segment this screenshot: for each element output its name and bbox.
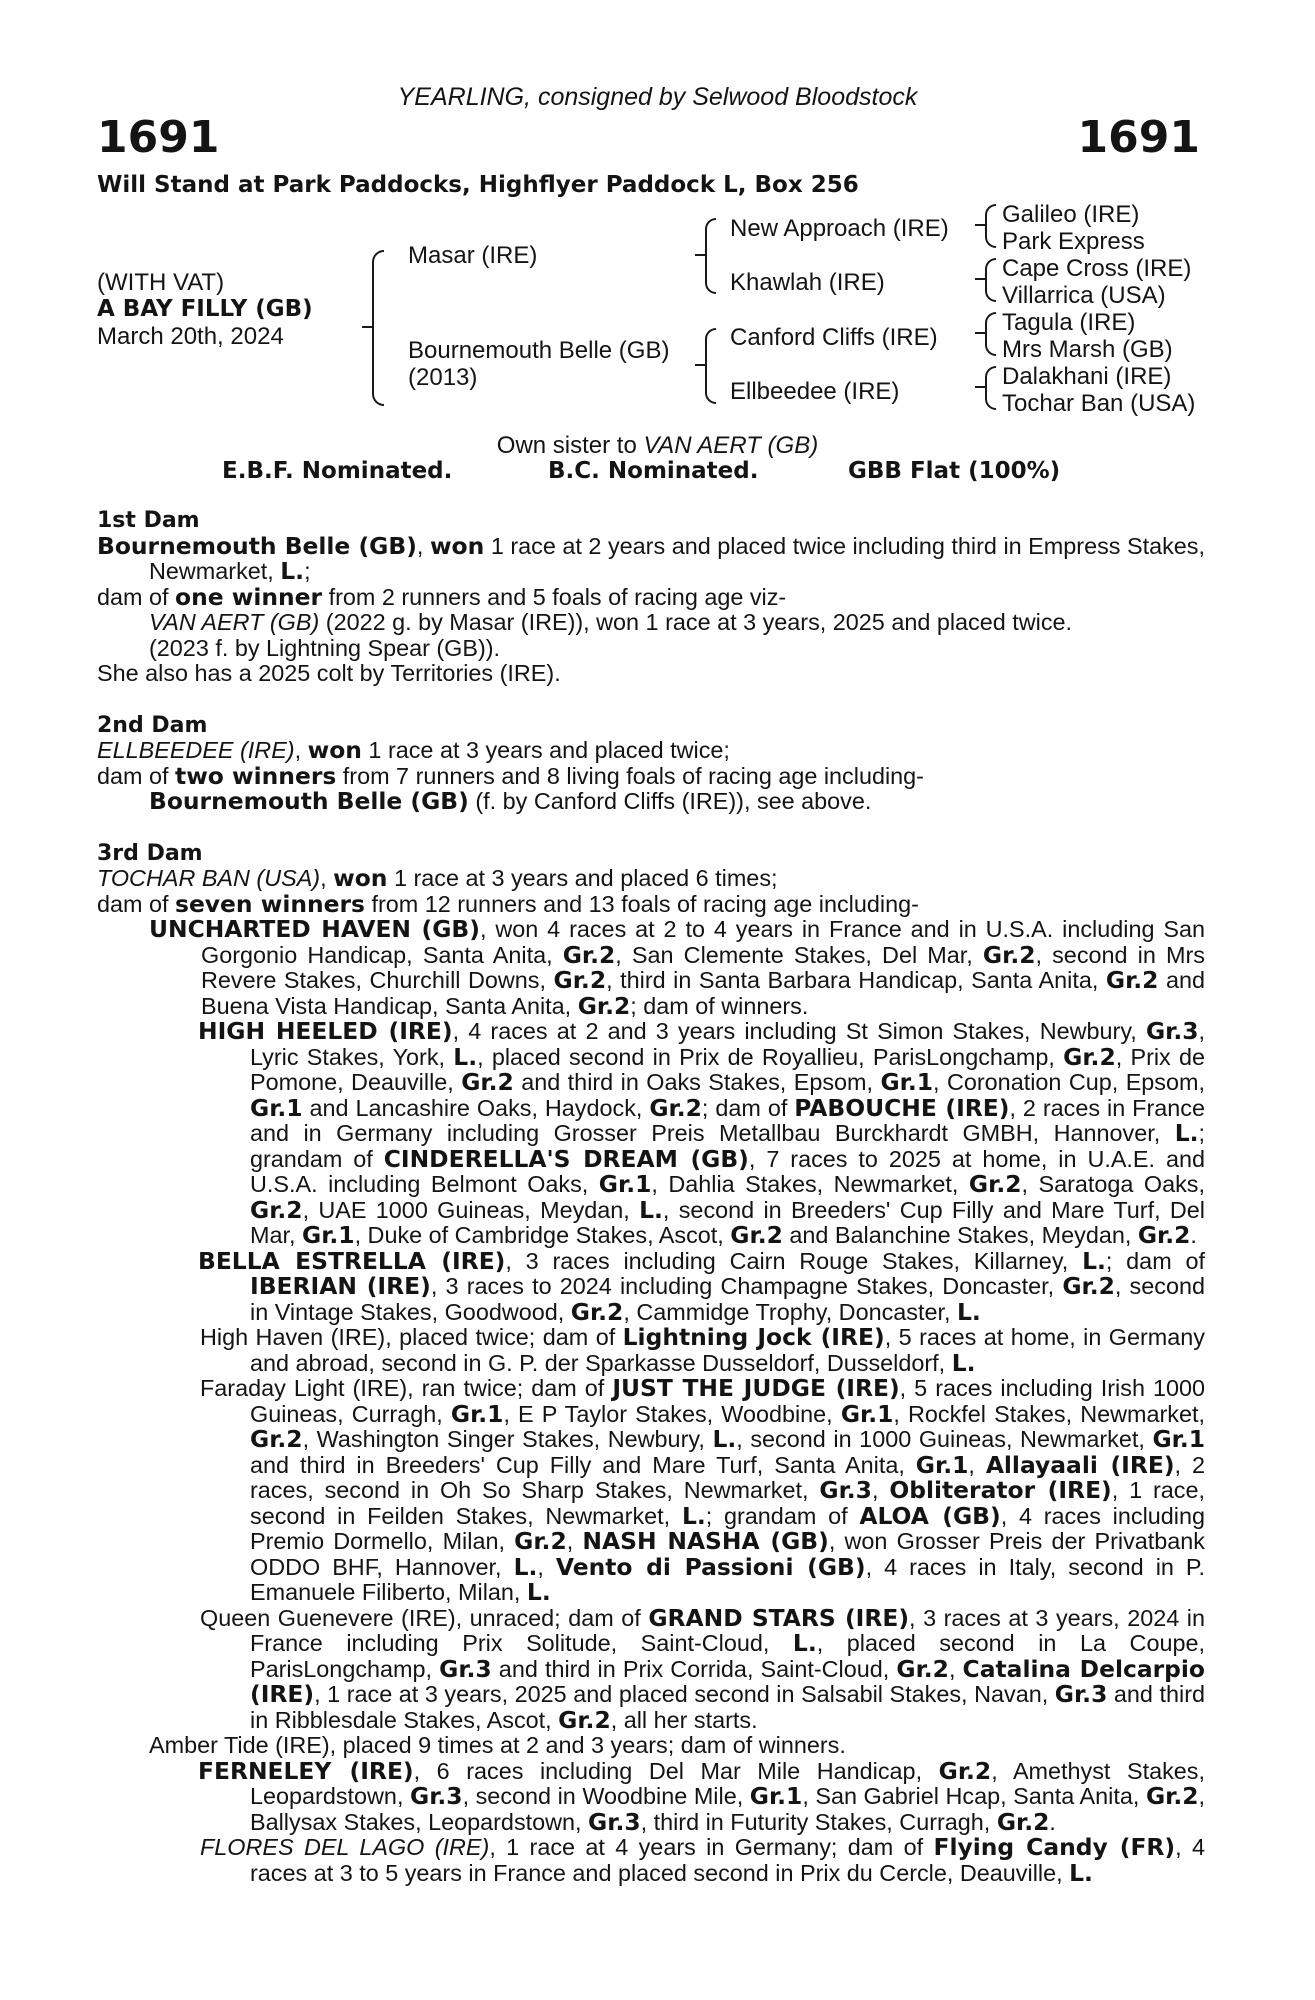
dam-year: (2013) <box>408 364 478 391</box>
bold-text: Gr.2 <box>250 1195 303 1224</box>
bold-text: Gr.2 <box>1145 1782 1199 1810</box>
third-dam-summary <box>97 866 1205 892</box>
text-run: dam of <box>97 762 176 789</box>
text-run: She also has a 2025 colt by Territories (IRE). <box>97 660 561 686</box>
text-run: and third in Oaks Stakes, Epsom, <box>513 1069 881 1095</box>
bold-text: Gr.2 <box>982 940 1036 969</box>
bold-text: Gr.2 <box>649 1093 702 1122</box>
bold-text: seven winners <box>175 889 365 918</box>
lot-number-left: 1691 <box>97 112 220 163</box>
pedigree-brace-tip <box>695 254 705 256</box>
text-run: , 4 races at 3 to 5 years in France and placed second in Prix du Cercle, Deauville, <box>250 1834 1205 1886</box>
sire-dam: Khawlah (IRE) <box>730 269 885 296</box>
bold-text: Gr.1 <box>1152 1425 1205 1453</box>
first-dam-summary <box>97 531 1206 585</box>
text-run: , third in Santa Barbara Handicap, Santa Anita, <box>606 967 1106 993</box>
pedigree-brace <box>985 312 996 356</box>
text-run: from 2 runners and 5 foals of racing age viz- <box>322 583 787 610</box>
text-run: , Duke of Cambridge Stakes, Ascot, <box>354 1222 731 1248</box>
bold-text: HIGH HEELED (IRE) <box>198 1017 453 1045</box>
text-run: , won Grosser Preis der Privatbank ODDO BHF, Hannover, <box>250 1528 1206 1580</box>
third-dam-foal <box>97 1733 1205 1759</box>
text-run: High Haven (IRE), placed twice; dam of <box>200 1324 623 1350</box>
bold-text: Gr.3 <box>410 1782 463 1810</box>
bold-text: Gr.1 <box>880 1068 934 1096</box>
bold-text: GRAND STARS (IRE) <box>648 1603 910 1632</box>
bold-text: L. <box>453 1042 478 1071</box>
text-run: , Cammidge Trophy, Doncaster, <box>623 1298 957 1325</box>
text-run: , <box>294 737 308 763</box>
text-run: , <box>566 1528 583 1554</box>
bold-text: Gr.2 <box>1137 1221 1191 1249</box>
text-run: , second in Mrs Revere Stakes, Churchill Downs, <box>201 941 1205 993</box>
bold-text: one winner <box>175 582 323 611</box>
third-dam-grandfoal <box>97 1019 1205 1249</box>
text-run: , Ballysax Stakes, Leopardstown, <box>250 1783 1205 1835</box>
bc-nomination: B.C. Nominated. <box>548 458 759 484</box>
bold-text: JUST THE JUDGE (IRE) <box>612 1374 900 1402</box>
bold-text: CINDERELLA'S DREAM (GB) <box>383 1144 749 1173</box>
text-run: , 3 races to 2024 including Champagne Stakes, Doncaster, <box>430 1273 1063 1299</box>
bold-text: L. <box>951 1348 976 1377</box>
bold-text: won <box>333 864 388 892</box>
text-run: ; dam of <box>1105 1247 1205 1274</box>
bold-text: Gr.3 <box>439 1654 492 1683</box>
bold-text: Gr.2 <box>558 1705 611 1734</box>
bold-text: Gr.1 <box>749 1782 803 1810</box>
bold-text: Flying Candy (FR) <box>933 1833 1176 1861</box>
bold-text: Bournemouth Belle (GB) <box>149 787 469 815</box>
bold-text: Gr.3 <box>819 1476 872 1504</box>
third-dam-heading: 3rd Dam <box>97 840 203 866</box>
ggd-3: Mrs Marsh (GB) <box>1002 336 1173 363</box>
bold-text: Vento di Passioni (GB) <box>555 1552 866 1581</box>
bold-text: Gr.1 <box>598 1170 652 1198</box>
text-run: , <box>871 1477 890 1503</box>
bold-text: Gr.1 <box>840 1399 894 1428</box>
second-dam-foal <box>97 789 1205 815</box>
bold-text: L. <box>1082 1246 1106 1275</box>
text-run: , E P Taylor Stakes, Woodbine, <box>503 1400 841 1427</box>
bold-text: UNCHARTED HAVEN (GB) <box>149 915 480 943</box>
produce-record <box>97 508 1205 1886</box>
text-run: dam of <box>97 583 176 610</box>
stand-location: Will Stand at Park Paddocks, Highflyer Paddock L, Box 256 <box>97 172 859 198</box>
ebf-nomination: E.B.F. Nominated. <box>222 458 453 484</box>
text-run: (2022 g. by Masar (IRE)), won 1 race at 3 years, 2025 and placed twice. <box>319 609 1073 635</box>
sire-sire: New Approach (IRE) <box>730 215 949 242</box>
bold-text: Gr.1 <box>302 1221 355 1249</box>
bold-text: Gr.2 <box>553 966 607 994</box>
text-run: ; grandam of <box>250 1120 1205 1172</box>
text-run: , third in Futurity Stakes, Curragh, <box>640 1808 997 1835</box>
text-run: , Amethyst Stakes, Leopardstown, <box>250 1757 1205 1809</box>
text-run: , UAE 1000 Guineas, Meydan, <box>302 1196 640 1223</box>
ggs-1: Galileo (IRE) <box>1002 201 1140 228</box>
third-dam-grandfoal <box>97 1835 1205 1886</box>
text-run: from 12 runners and 13 foals of racing age including- <box>364 890 919 917</box>
bold-text: Catalina Delcarpio (IRE) <box>250 1654 1205 1708</box>
text-run: , 5 races including Irish 1000 Guineas, Curragh, <box>250 1375 1205 1427</box>
bold-text: Gr.2 <box>461 1068 514 1096</box>
bold-text: Gr.3 <box>1145 1017 1199 1045</box>
ggs-3: Tagula (IRE) <box>1002 309 1136 336</box>
third-dam-foal <box>97 917 1205 1019</box>
bold-text: Gr.3 <box>1054 1680 1108 1708</box>
text-run: . <box>1049 1808 1056 1835</box>
text-run: and Buena Vista Handicap, Santa Anita, <box>201 967 1205 1019</box>
text-run: 1 race at 3 years and placed 6 times; <box>387 865 778 891</box>
text-run: , San Gabriel Hcap, Santa Anita, <box>802 1783 1146 1809</box>
bold-text: L. <box>957 1297 981 1326</box>
text-run: , 5 races at home, in Germany and abroad, second in G. P. der Sparkasse Dusseldorf, Dusseldorf, <box>250 1324 1205 1376</box>
text-run: , 4 races at 2 and 3 years including St Simon Stakes, Newbury, <box>452 1018 1146 1044</box>
bold-text: NASH NASHA (GB) <box>582 1527 829 1555</box>
text-run: Faraday Light (IRE), ran twice; dam of <box>200 1375 613 1401</box>
text-run: , 1 race at 4 years in Germany; dam of <box>489 1834 934 1860</box>
gbb-flat: GBB Flat (100%) <box>848 458 1061 484</box>
text-run: and third in Breeders' Cup Filly and Mare Turf, Santa Anita, <box>250 1451 916 1478</box>
first-dam-produce-summary <box>97 582 1205 611</box>
pedigree-brace <box>705 218 716 294</box>
third-dam-grandfoal <box>97 1246 1205 1326</box>
bold-text: IBERIAN (IRE) <box>250 1272 431 1300</box>
text-run: , 2 races in France and in Germany including Grosser Preis Metallbau Burckhardt GMBH, Hannover, <box>250 1094 1205 1146</box>
first-dam-note <box>97 661 1205 687</box>
bold-text: won <box>307 736 362 764</box>
pedigree-brace-tip <box>695 364 705 366</box>
bold-text: Gr.2 <box>938 1756 992 1785</box>
text-run: , Saratoga Oaks, <box>1021 1171 1205 1197</box>
bold-text: Gr.2 <box>896 1654 949 1683</box>
sire: Masar (IRE) <box>408 242 538 269</box>
first-dam-foal <box>97 636 1205 662</box>
pedigree-brace-tip <box>975 224 985 226</box>
first-dam-heading: 1st Dam <box>97 508 200 533</box>
text-run: , 1 race, second in Feilden Stakes, Newmarket, <box>250 1477 1206 1529</box>
bold-text: Gr.2 <box>968 1170 1022 1198</box>
text-run: , 4 races in Italy, second in P. Emanuele Filiberto, Milan, <box>250 1553 1206 1605</box>
third-dam-grandfoal <box>97 1376 1205 1606</box>
italic-text: ELLBEEDEE (IRE) <box>97 737 295 763</box>
text-run: , 4 races including Premio Dormello, Milan, <box>250 1502 1205 1554</box>
bold-text: PABOUCHE (IRE) <box>794 1093 1010 1122</box>
third-dam-produce-summary <box>97 889 1205 918</box>
text-run: , <box>320 865 334 891</box>
text-run: , won 4 races at 2 to 4 years in France and in U.S.A. including San Gorgonio Handicap, Santa Anita, <box>201 916 1205 968</box>
text-run: , <box>948 1655 963 1682</box>
text-run: and third in Prix Corrida, Saint-Cloud, <box>491 1655 897 1682</box>
pedigree-brace-tip <box>362 326 372 328</box>
text-run: . <box>1190 1222 1197 1248</box>
bold-text: Gr.2 <box>1105 966 1159 994</box>
ggd-2: Villarrica (USA) <box>1002 282 1166 309</box>
bold-text: Gr.1 <box>450 1399 504 1428</box>
text-run: , 7 races to 2025 at home, in U.A.E. and U.S.A. including Belmont Oaks, <box>250 1145 1206 1197</box>
bold-text: Gr.2 <box>514 1527 567 1555</box>
text-run: , Dahlia Stakes, Newmarket, <box>651 1171 969 1197</box>
text-run: , <box>968 1451 986 1478</box>
text-run: ; dam of winners. <box>630 992 809 1019</box>
text-run: , Coronation Cup, Epsom, <box>933 1069 1205 1095</box>
bold-text: BELLA ESTRELLA (IRE) <box>198 1246 506 1275</box>
bold-text: Gr.2 <box>996 1807 1050 1836</box>
bold-text: L. <box>639 1195 663 1224</box>
horse-name: A BAY FILLY (GB) <box>97 296 313 322</box>
own-sister-prefix: Own sister to <box>496 432 637 459</box>
text-run: from 7 runners and 8 living foals of racing age including- <box>336 762 924 789</box>
italic-text: FLORES DEL LAGO (IRE) <box>200 1834 490 1860</box>
text-run: , placed second in Prix de Royallieu, ParisLongchamp, <box>477 1043 1064 1070</box>
third-dam-grandfoal <box>97 1603 1205 1734</box>
text-run: , Washington Singer Stakes, Newbury, <box>302 1426 713 1452</box>
bold-text: ALOA (GB) <box>859 1501 1001 1530</box>
bold-text: Gr.2 <box>1062 1272 1115 1300</box>
text-run: ; grandam of <box>705 1502 860 1529</box>
text-run: , <box>537 1553 556 1580</box>
text-run: , 1 race at 3 years, 2025 and placed second in Salsabil Stakes, Navan, <box>314 1681 1055 1707</box>
text-run: 1 race at 3 years and placed twice; <box>361 737 730 763</box>
bold-text: Gr.2 <box>577 991 631 1020</box>
pedigree-brace <box>985 204 996 248</box>
dam: Bournemouth Belle (GB) <box>408 337 670 364</box>
pedigree-brace <box>985 366 996 410</box>
own-sister-name: VAN AERT (GB) <box>643 432 819 459</box>
text-run: Amber Tide (IRE), placed 9 times at 2 and 3 years; dam of winners. <box>149 1732 846 1758</box>
pedigree-brace-tip <box>975 332 985 334</box>
text-run: , Lyric Stakes, York, <box>250 1018 1205 1070</box>
text-run: (2023 f. by Lightning Spear (GB)). <box>149 634 501 661</box>
third-dam-grandfoal <box>97 1756 1205 1836</box>
bold-text: Gr.2 <box>250 1425 303 1453</box>
bold-text: Gr.2 <box>730 1221 783 1249</box>
dam-dam: Ellbeedee (IRE) <box>730 378 900 405</box>
bold-text: Bournemouth Belle (GB) <box>97 531 417 560</box>
text-run: , second in Woodbine Mile, <box>462 1783 750 1809</box>
bold-text: L. <box>792 1629 817 1657</box>
pedigree-brace <box>705 328 716 404</box>
own-sister-note <box>0 432 1315 460</box>
text-run: , 3 races including Cairn Rouge Stakes, Killarney, <box>505 1247 1083 1274</box>
text-run: , 2 races, second in Oh So Sharp Stakes, Newmarket, <box>250 1451 1206 1503</box>
text-run: ; <box>304 558 311 584</box>
pedigree-brace-tip <box>975 278 985 280</box>
bold-text: Gr.1 <box>250 1093 303 1122</box>
bold-text: Gr.3 <box>588 1807 641 1836</box>
text-run: , 3 races at 3 years, 2024 in France including Prix Solitude, Saint-Cloud, <box>250 1604 1205 1656</box>
first-dam-foal <box>97 610 1205 636</box>
bold-text: Gr.2 <box>1063 1042 1116 1071</box>
second-dam-heading: 2nd Dam <box>97 712 208 738</box>
text-run: , 6 races including Del Mar Mile Handicap, <box>413 1757 939 1784</box>
text-run: dam of <box>97 890 176 917</box>
bold-text: L. <box>513 1552 538 1581</box>
text-run: Queen Guenevere (IRE), unraced; dam of <box>200 1604 649 1631</box>
pedigree-brace-tip <box>975 386 985 388</box>
bold-text: two winners <box>175 761 337 790</box>
bold-text: L. <box>526 1578 551 1606</box>
pedigree-brace <box>985 258 996 302</box>
third-dam-grandfoal <box>97 1325 1205 1376</box>
italic-text: TOCHAR BAN (USA) <box>97 865 321 891</box>
bold-text: L. <box>1069 1858 1093 1887</box>
bold-text: Gr.2 <box>562 940 616 969</box>
text-run: (f. by Canford Cliffs (IRE)), see above. <box>468 788 872 814</box>
text-run: , San Clemente Stakes, Del Mar, <box>615 941 983 968</box>
text-run: , all her starts. <box>610 1706 758 1733</box>
text-run: and Balanchine Stakes, Meydan, <box>782 1222 1138 1248</box>
vat-note: (WITH VAT) <box>97 269 225 296</box>
text-run: , second in Breeders' Cup Filly and Mare Turf, Del Mar, <box>250 1196 1205 1248</box>
ggd-1: Park Express <box>1002 228 1145 255</box>
text-run: , placed second in La Coupe, ParisLongchamp, <box>250 1630 1205 1682</box>
bold-text: Gr.1 <box>915 1450 969 1479</box>
lot-number-right: 1691 <box>1077 112 1200 163</box>
text-run: , Rockfel Stakes, Newmarket, <box>893 1400 1206 1427</box>
consignment-line: YEARLING, consigned by Selwood Bloodstock <box>397 83 918 111</box>
text-run: , second in Vintage Stakes, Goodwood, <box>250 1273 1205 1325</box>
text-run: and Lancashire Oaks, Haydock, <box>302 1094 650 1121</box>
bold-text: Allayaali (IRE) <box>985 1450 1175 1479</box>
text-run: and third in Ribblesdale Stakes, Ascot, <box>250 1681 1205 1733</box>
ggs-2: Cape Cross (IRE) <box>1002 255 1192 282</box>
ggs-4: Dalakhani (IRE) <box>1002 363 1172 390</box>
bold-text: won <box>429 531 485 560</box>
text-run: , <box>416 532 430 559</box>
bold-text: L. <box>681 1501 706 1530</box>
dam-sire: Canford Cliffs (IRE) <box>730 324 938 351</box>
bold-text: Obliterator (IRE) <box>889 1476 1112 1504</box>
second-dam-produce-summary <box>97 761 1205 790</box>
bold-text: Lightning Jock (IRE) <box>622 1323 885 1351</box>
bold-text: L. <box>280 557 305 585</box>
ggd-4: Tochar Ban (USA) <box>1002 390 1196 417</box>
text-run: , Prix de Pomone, Deauville, <box>250 1043 1206 1095</box>
foaling-date: March 20th, 2024 <box>97 323 284 350</box>
text-run: ; dam of <box>701 1094 795 1121</box>
pedigree-brace <box>372 250 384 406</box>
bold-text: L. <box>712 1425 737 1453</box>
italic-text: VAN AERT (GB) <box>149 609 320 635</box>
bold-text: Gr.2 <box>570 1297 624 1326</box>
text-run: 1 race at 2 years and placed twice including third in Empress Stakes, Newmarket, <box>149 532 1206 584</box>
second-dam-summary <box>97 738 1205 764</box>
text-run: , second in 1000 Guineas, Newmarket, <box>736 1426 1153 1452</box>
bold-text: FERNELEY (IRE) <box>198 1756 414 1785</box>
bold-text: L. <box>1174 1119 1199 1147</box>
